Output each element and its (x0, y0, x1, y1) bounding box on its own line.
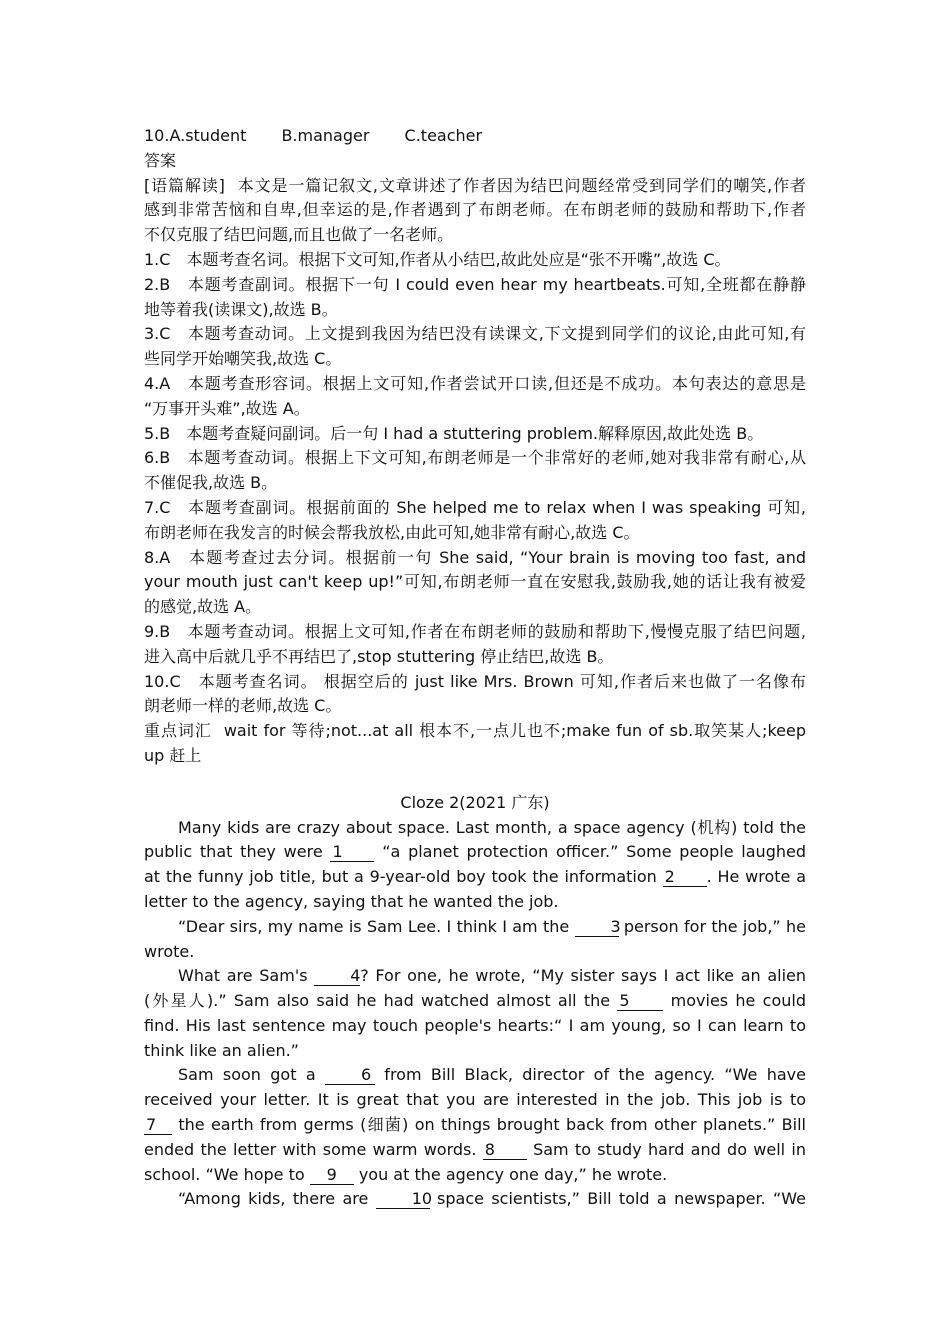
vocab-line: wait for 等待;not...at all 根本不,一点儿也不;make fun of sb.取笑某人;keep (223, 721, 806, 741)
question-10-options (144, 124, 806, 149)
passage-line: What are Sam's 4? For one, he wrote, “My sister says I act like an alien (178, 966, 806, 986)
answer-heading: 答案 (144, 150, 177, 170)
blank-9[interactable]: 9 (310, 1166, 354, 1185)
passage-line: 7 the earth from germs (细菌) on things brought back from other planets.” Bill (146, 1115, 806, 1135)
explanation-list (144, 248, 806, 719)
option-c: C.teacher (404, 126, 483, 145)
explanation-1-line: 1.C 本题考查名词。根据下文可知,作者从小结巴,故此处应是“张不开嘴”,故选 C。 (144, 249, 731, 269)
explanation-3-line: 些同学开始嘲笑我,故选 C。 (144, 349, 342, 369)
explanation-4-line: 4.A 本题考查形容词。根据上文可知,作者尝试开口读,但还是不成功。本句表达的意思是 (144, 373, 806, 393)
passage-line: find. His last sentence may touch people's hearts:“ I am young, so I can learn to (144, 1015, 806, 1035)
passage-line: think like an alien.” (144, 1040, 299, 1060)
blank-8[interactable]: 8 (483, 1141, 527, 1160)
blank-6[interactable]: 6 (325, 1066, 375, 1085)
passage-line: at the funny job title, but a 9-year-old boy took the information 2 . He wrote a (144, 867, 806, 887)
vocab-label: 重点词汇 (144, 721, 212, 741)
passage-line: Sam soon got a 6 from Bill Black, director of the agency. “We have (178, 1065, 806, 1085)
reading-text-line: 感到非常苦恼和自卑,但幸运的是,作者遇到了布朗老师。在布朗老师的鼓励和帮助下,作者 (144, 200, 806, 220)
cloze-passage (144, 816, 806, 1213)
explanation-2-line: 地等着我(读课文),故选 B。 (144, 299, 338, 319)
explanation-6-line: 6.B 本题考查动词。根据上下文可知,布朗老师是一个非常好的老师,她对我非常有耐心,从 (144, 448, 806, 468)
passage-line: (外星人).” Sam also said he had watched almost all the 5 movies he could (144, 991, 806, 1011)
vocab-line: up 赶上 (144, 745, 202, 765)
blank-2[interactable]: 2 (663, 868, 707, 887)
explanation-7-line: 布朗老师在我发言的时候会帮我放松,由此可知,她非常有耐心,故选 C。 (144, 522, 640, 542)
blank-10[interactable]: 10 (376, 1190, 430, 1209)
key-vocabulary (144, 719, 806, 769)
reading-analysis (144, 174, 806, 248)
explanation-2-line: 2.B 本题考查副词。根据下一句 I could even hear my heartbeats.可知,全班都在静静 (144, 274, 806, 294)
cloze-title: Cloze 2(2021 广东) (400, 792, 550, 812)
document-page (144, 124, 806, 1212)
explanation-6-line: 不催促我,故选 B。 (144, 473, 278, 493)
passage-line: letter to the agency, saying that he wanted the job. (144, 891, 559, 911)
blank-7[interactable]: 7 (144, 1116, 172, 1135)
explanation-10-line: 10.C 本题考查名词。 根据空后的 just like Mrs. Brown 可知,作者后来也做了一名像布 (144, 671, 806, 691)
blank-3[interactable]: 3 (575, 918, 619, 937)
passage-line: ended the letter with some warm words. 8 Sam to study hard and do well in (144, 1139, 807, 1159)
option-a: 10.A.student (144, 126, 247, 145)
passage-line: Many kids are crazy about space. Last month, a space agency (机构) told the (178, 817, 806, 837)
explanation-7-line: 7.C 本题考查副词。根据前面的 She helped me to relax when I was speaking 可知, (144, 497, 806, 517)
passage-line: received your letter. It is great that you are interested in the job. This job is to (144, 1090, 806, 1110)
blank-1[interactable]: 1 (330, 843, 374, 862)
passage-line: public that they were 1 “a planet protection officer.” Some people laughed (144, 842, 806, 862)
passage-line: school. “We hope to 9 you at the agency one day,” he wrote. (144, 1164, 668, 1184)
blank-4[interactable]: 4 (314, 967, 360, 986)
blank-5[interactable]: 5 (617, 992, 663, 1011)
reading-label: [语篇解读] (144, 175, 225, 195)
reading-text-line: 本文是一篇记叙文,文章讲述了作者因为结巴问题经常受到同学们的嘲笑,作者 (236, 175, 806, 195)
explanation-9-line: 9.B 本题考查动词。根据上文可知,作者在布朗老师的鼓励和帮助下,慢慢克服了结巴问题, (144, 621, 806, 641)
explanation-9-line: 进入高中后就几乎不再结巴了,stop stuttering 停止结巴,故选 B。 (144, 646, 614, 666)
explanation-8-line: 8.A 本题考查过去分词。根据前一句 She said, “Your brain is moving too fast, and (144, 547, 806, 567)
explanation-3-line: 3.C 本题考查动词。上文提到我因为结巴没有读课文,下文提到同学们的议论,由此可知,有 (144, 324, 806, 344)
reading-text-line: 不仅克服了结巴问题,而且也做了一名老师。 (144, 225, 454, 245)
option-b: B.manager (281, 126, 370, 145)
passage-line: “Among kids, there are 10 space scientists,” Bill told a newspaper. “We (178, 1189, 806, 1209)
explanation-10-line: 朗老师一样的老师,故选 C。 (144, 696, 342, 716)
explanation-4-line: “万事开头难”,故选 A。 (144, 398, 310, 418)
passage-line: “Dear sirs, my name is Sam Lee. I think I am the 3 person for the job,” he (178, 916, 807, 936)
explanation-5-line: 5.B 本题考查疑问副词。后一句 I had a stuttering problem.解释原因,故此处选 B。 (144, 423, 764, 443)
explanation-8-line: 的感觉,故选 A。 (144, 597, 262, 617)
explanation-8-line: your mouth just can't keep up!”可知,布朗老师一直在安慰我,鼓励我,她的话让我有被爱 (144, 572, 806, 592)
passage-line: wrote. (144, 941, 195, 961)
